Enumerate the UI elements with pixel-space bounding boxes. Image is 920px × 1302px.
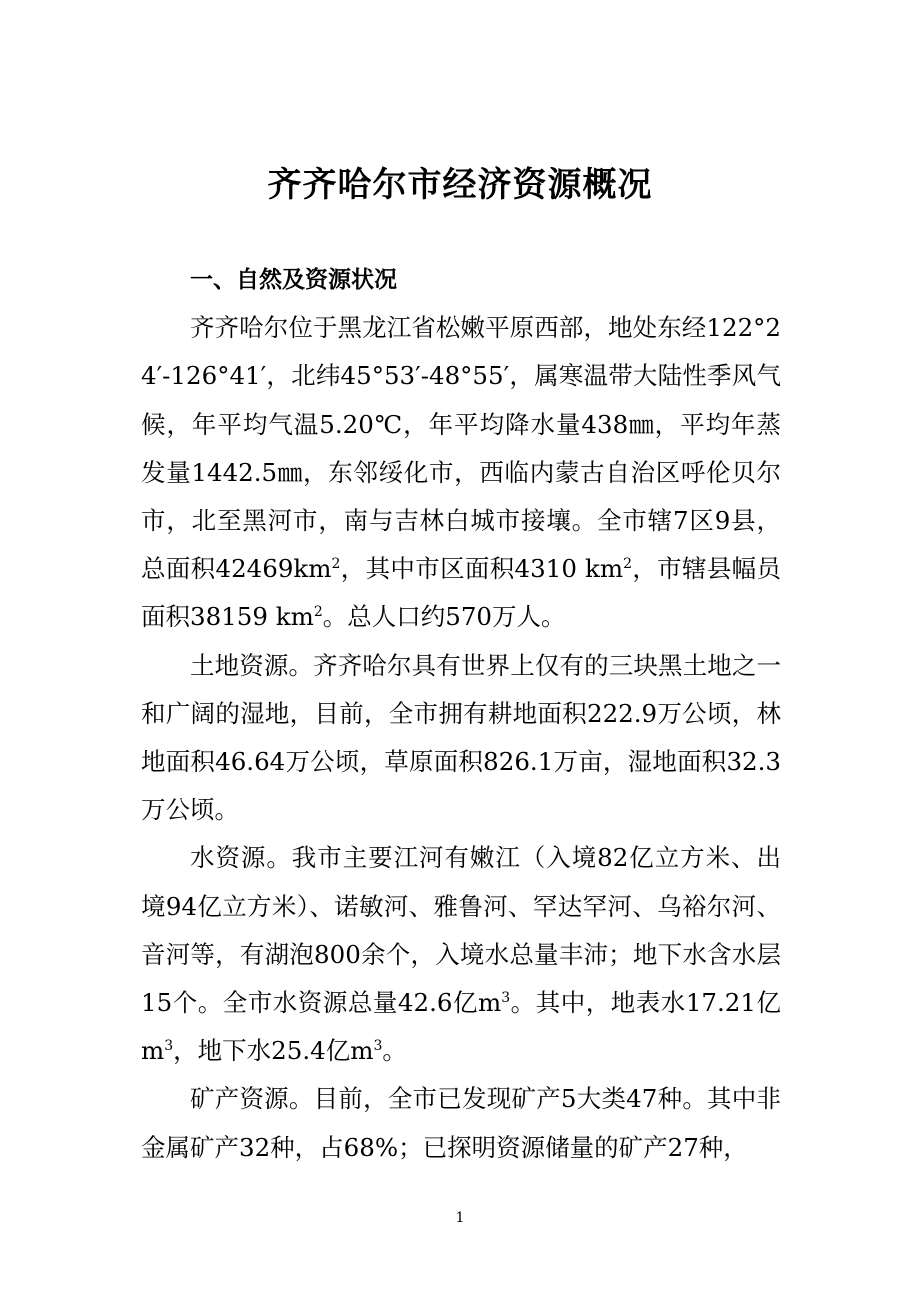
paragraph-lead: 矿产资源。 [190,1084,314,1114]
section-heading: 一、自然及资源状况 [190,267,397,293]
page-title: 齐齐哈尔市经济资源概况 [267,165,653,205]
paragraph-text: 。总人口约570万人。 [322,602,566,632]
paragraph-water-resources [141,834,781,1075]
paragraph-text: ，地下水25.4亿m [173,1036,374,1066]
paragraph-natural-overview [141,304,781,641]
superscript: 2 [331,556,341,573]
page-number: 1 [455,1210,465,1226]
document-body [141,256,781,1172]
paragraph-lead: 水资源。 [190,843,292,873]
paragraph-mineral-resources [141,1075,781,1171]
superscript: 3 [164,1038,174,1055]
superscript: 2 [623,556,633,573]
paragraph-text: 。 [382,1036,407,1066]
superscript: 3 [373,1038,383,1055]
paragraph-text: 齐齐哈尔具有世界上仅有的三块黑土地之一和广阔的湿地，目前，全市拥有耕地面积222.9万公顷，林地面积46.64万公顷，草原面积826.1万亩，湿地面积32.3万公顷。 [141,650,782,825]
paragraph-text: 。其中，地表水17.21亿m [141,988,781,1066]
paragraph-land-resources [141,642,781,835]
paragraph-text: ，市辖县幅员面积38159 km [141,554,781,632]
superscript: 2 [313,604,323,621]
superscript: 3 [501,989,511,1006]
paragraph-text: 齐齐哈尔位于黑龙江省松嫩平原西部，地处东经122°24′-126°41′，北纬45°53′-48°55′，属寒温带大陆性季风气候，年平均气温5.20℃，年平均降水量438㎜，平均年蒸发量1442.5㎜，东邻绥化市，西临内蒙古自治区呼伦贝尔市，北至黑河市，南与吉林白城市接壤。全市辖7区9县，总面积42469km [141,313,781,584]
paragraph-text: ，其中市区面积4310 km [340,554,624,584]
paragraph-text: 目前，全市已发现矿产5大类47种。其中非金属矿产32种，占68%；已探明资源储量的矿产27种， [141,1084,781,1162]
paragraph-lead: 土地资源。 [190,650,314,680]
paragraph-text: 我市主要江河有嫩江（入境82亿立方米、出境94亿立方米）、诺敏河、雅鲁河、罕达罕河、乌裕尔河、音河等，有湖泡800余个，入境水总量丰沛；地下水含水层15个。全市水资源总量42.6亿m [141,843,781,1018]
